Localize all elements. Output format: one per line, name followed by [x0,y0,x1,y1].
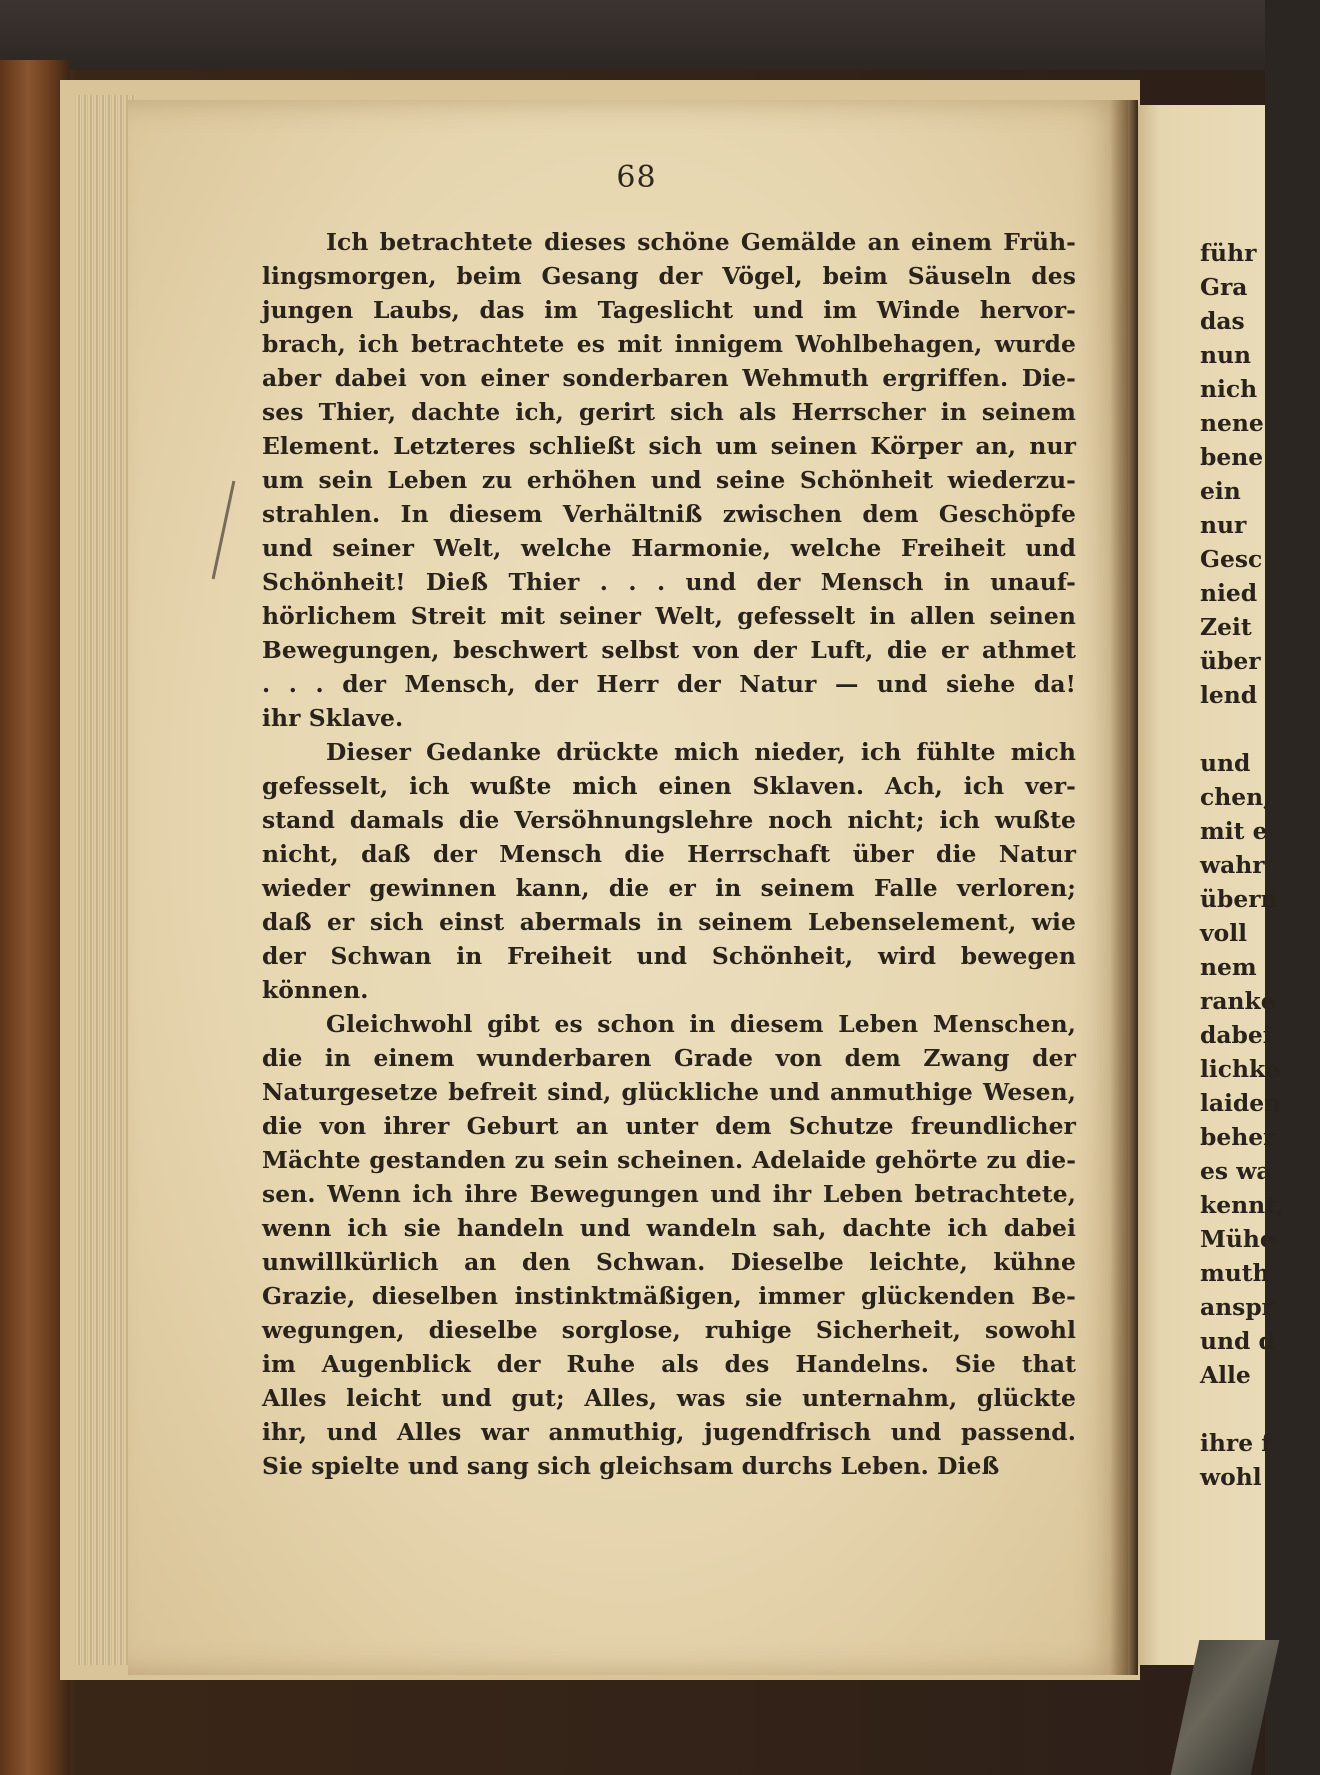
text-line: Naturgesetze befreit sind, glückliche und anmuthige Wesen, [262,1078,1076,1106]
page-gutter [1110,100,1138,1675]
facing-text-fragment: dabei [1200,1021,1272,1049]
text-line: lingsmorgen, beim Gesang der Vögel, beim Säuseln des [262,262,1076,290]
text-line: um sein Leben zu erhöhen und seine Schönheit wiederzu- [262,466,1076,494]
text-line: Sie spielte und sang sich gleichsam durchs Leben. Dieß [262,1452,1000,1480]
facing-text-fragment: lichke [1200,1055,1281,1083]
facing-text-fragment: nem [1200,953,1257,981]
facing-text-fragment: wohl [1200,1463,1262,1491]
text-line: Element. Letzteres schließt sich um seinen Körper an, nur [262,432,1076,460]
text-line: unwillkürlich an den Schwan. Dieselbe leichte, kühne [262,1248,1076,1276]
facing-text-fragment: laiden [1200,1089,1282,1117]
facing-text-fragment: Zeit [1200,613,1252,641]
facing-text-fragment: wahr [1200,851,1265,879]
facing-text-fragment: lend [1200,681,1258,709]
text-line: wegungen, dieselbe sorglose, ruhige Sicherheit, sowohl [262,1316,1076,1344]
text-line: strahlen. In diesem Verhältniß zwischen dem Geschöpfe [262,500,1076,528]
text-line: Mächte gestanden zu sein scheinen. Adelaide gehörte zu die- [262,1146,1076,1174]
text-line: wenn ich sie handeln und wandeln sah, dachte ich dabei [262,1214,1076,1242]
text-line: gefesselt, ich wußte mich einen Sklaven. Ach, ich ver- [262,772,1076,800]
text-line: ses Thier, dachte ich, gerirt sich als Herrscher in seinem [262,398,1076,426]
facing-text-fragment: chen, [1200,783,1272,811]
facing-text-fragment: übern [1200,885,1278,913]
text-line: Ich betrachtete dieses schöne Gemälde an einem Früh- [326,228,1076,256]
text-line: ihr, und Alles war anmuthig, jugendfrisch und passend. [262,1418,1076,1446]
facing-text-fragment: Alle [1200,1361,1251,1389]
text-line: . . . der Mensch, der Herr der Natur — und siehe da! [262,670,1076,698]
text-line: aber dabei von einer sonderbaren Wehmuth ergriffen. Die- [262,364,1076,392]
body-text [262,225,1076,1483]
facing-text-fragment: führ [1200,239,1257,267]
page-number: 68 [616,160,657,195]
text-line: stand damals die Versöhnungslehre noch nicht; ich wußte [262,806,1076,834]
facing-text-fragment: voll [1200,919,1247,947]
text-line: daß er sich einst abermals in seinem Lebenselement, wie [262,908,1076,936]
facing-text-fragment: ranke [1200,987,1276,1015]
text-line: Alles leicht und gut; Alles, was sie unternahm, glückte [262,1384,1076,1412]
facing-text-fragment: nied [1200,579,1258,607]
text-line: die in einem wunderbaren Grade von dem Zwang der [262,1044,1076,1072]
facing-text-fragment: das [1200,307,1245,335]
text-line: hörlichem Streit mit seiner Welt, gefesselt in allen seinen [262,602,1076,630]
text-line: die von ihrer Geburt an unter dem Schutze freundlicher [262,1112,1076,1140]
facing-text-fragment: ihre f [1200,1429,1272,1457]
text-line: im Augenblick der Ruhe als des Handelns. Sie that [262,1350,1076,1378]
facing-page-text [1200,236,1320,1494]
facing-text-fragment: nene [1200,409,1264,437]
text-line: Dieser Gedanke drückte mich nieder, ich fühlte mich [326,738,1076,766]
facing-text-fragment: nun [1200,341,1252,369]
text-line: brach, ich betrachtete es mit innigem Wohlbehagen, wurde [262,330,1076,358]
text-line: können. [262,976,369,1004]
facing-text-fragment [1200,1392,1320,1426]
text-line: nicht, daß der Mensch die Herrschaft über die Natur [262,840,1076,868]
text-line: der Schwan in Freiheit und Schönheit, wird bewegen [262,942,1076,970]
text-line: sen. Wenn ich ihre Bewegungen und ihr Leben betrachtete, [262,1180,1076,1208]
facing-text-fragment: ein [1200,477,1241,505]
facing-text-fragment: anspr [1200,1293,1275,1321]
facing-text-fragment: Gesc [1200,545,1263,573]
facing-text-fragment: nich [1200,375,1258,403]
text-line: Bewegungen, beschwert selbst von der Luft, die er athmet [262,636,1076,664]
facing-text-fragment: und [1200,749,1251,777]
text-line: wieder gewinnen kann, die er in seinem Falle verloren; [262,874,1076,902]
text-line: und seiner Welt, welche Harmonie, welche Freiheit und [262,534,1076,562]
text-line: Schönheit! Dieß Thier . . . und der Mensch in unauf- [262,568,1076,596]
facing-text-gap [1200,712,1320,746]
facing-text-fragment: beher [1200,1123,1276,1151]
facing-text-fragment: mit e [1200,817,1268,845]
facing-text-fragment: bene [1200,443,1264,471]
facing-text-fragment: Mühe [1200,1225,1275,1253]
text-line: jungen Laubs, das im Tageslicht und im Winde hervor- [262,296,1076,324]
page-edges [75,95,135,1665]
text-line: Gleichwohl gibt es schon in diesem Leben Menschen, [326,1010,1076,1038]
facing-text-fragment: nur [1200,511,1247,539]
facing-text-fragment: es wa [1200,1157,1272,1185]
facing-text-fragment: über [1200,647,1261,675]
facing-text-fragment: kennt, [1200,1191,1285,1219]
facing-text-fragment: Gra [1200,273,1248,301]
facing-text-fragment: muth [1200,1259,1270,1287]
facing-text-fragment: und d [1200,1327,1275,1355]
text-line: Grazie, dieselben instinktmäßigen, immer glückenden Be- [262,1282,1076,1310]
text-line: ihr Sklave. [262,704,404,732]
